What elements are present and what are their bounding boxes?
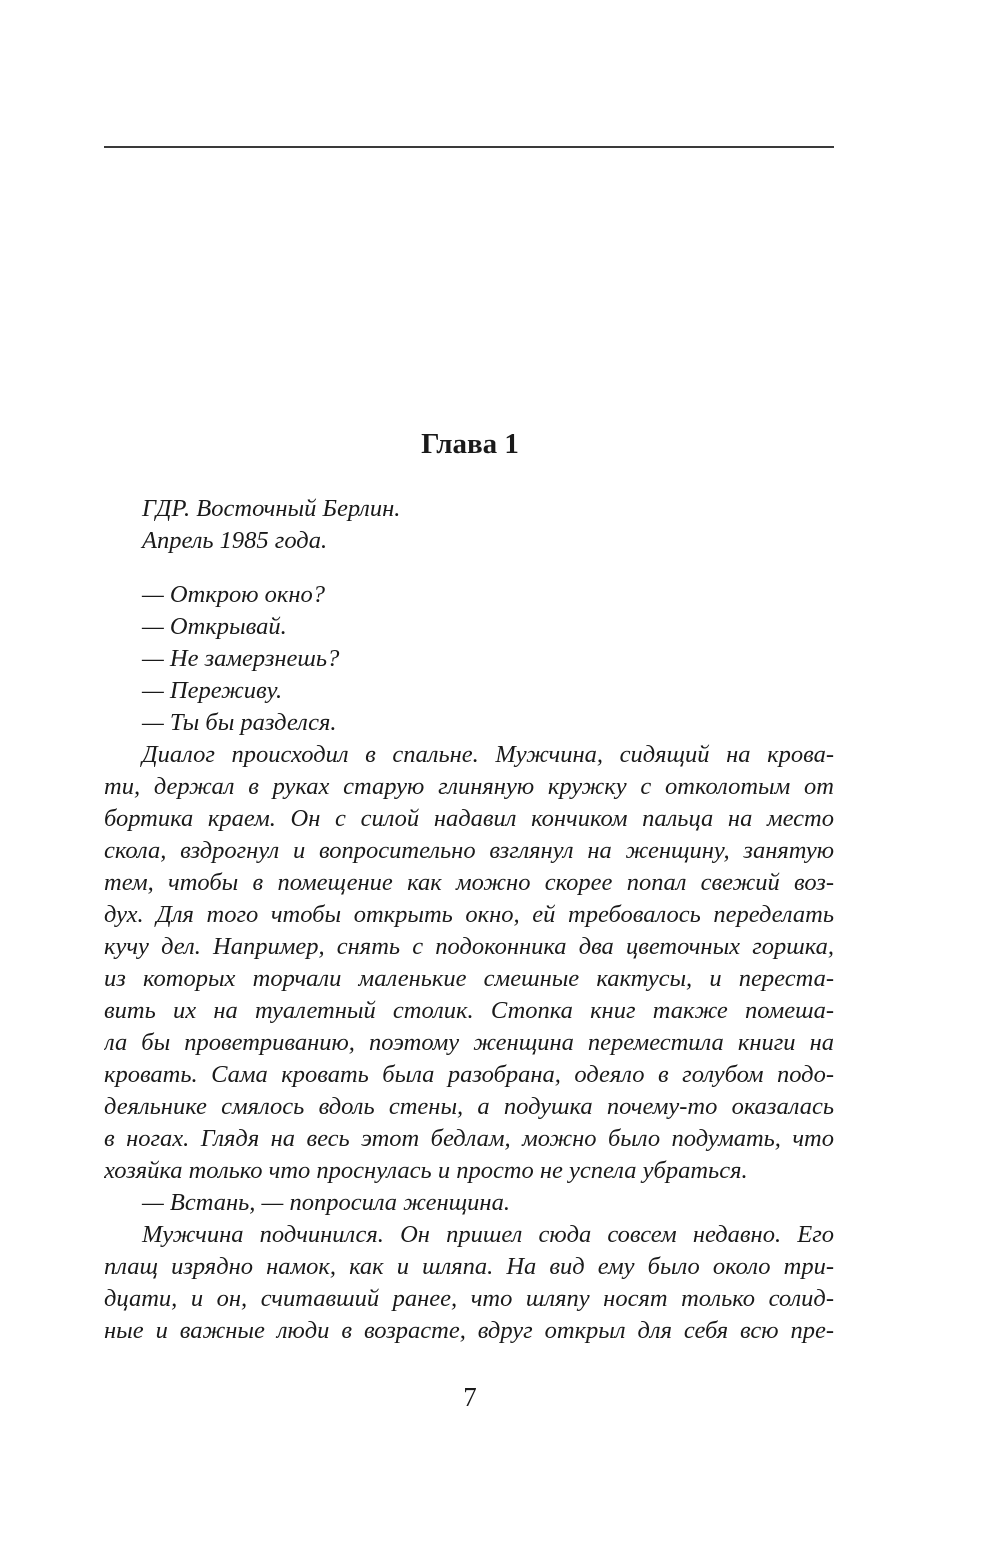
- paragraph-line: ти, держал в руках старую глиняную кружку с отколотым от: [104, 773, 834, 800]
- paragraph-line: тем, чтобы в помещение как можно скорее попал свежий воз-: [104, 869, 834, 896]
- setting-place: ГДР. Восточный Берлин.: [142, 495, 401, 522]
- paragraph-line: из которых торчали маленькие смешные кактусы, и переста-: [104, 965, 834, 992]
- paragraph-line: Мужчина подчинился. Он пришел сюда совсем недавно. Его: [142, 1221, 834, 1248]
- body-text: [104, 493, 834, 1347]
- chapter-title: Глава 1: [421, 428, 519, 460]
- dialogue-line: — Переживу.: [142, 677, 283, 704]
- dialogue-line: — Не замерзнешь?: [142, 645, 340, 672]
- spacer: [104, 557, 834, 579]
- dialogue-line: — Открывай.: [142, 613, 287, 640]
- paragraph: [104, 1219, 834, 1347]
- header-rule: [104, 146, 834, 148]
- paragraph: [104, 739, 834, 1187]
- dialogue-line: — Встань, — попросила женщина.: [142, 1189, 510, 1216]
- paragraph-line: дух. Для того чтобы открыть окно, ей требовалось переделать: [104, 901, 834, 928]
- paragraph-line: ные и важные люди в возрасте, вдруг открыл для себя всю пре-: [104, 1317, 834, 1344]
- paragraph-line: ла бы проветриванию, поэтому женщина переместила книги на: [104, 1029, 834, 1056]
- paragraph-line: бортика краем. Он с силой надавил кончиком пальца на место: [104, 805, 834, 832]
- paragraph-line: в ногах. Глядя на весь этот бедлам, можно было подумать, что: [104, 1125, 834, 1152]
- dialogue-line: — Открою окно?: [142, 581, 326, 608]
- dialogue-block: [104, 579, 834, 739]
- paragraph-line: хозяйка только что проснулась и просто не успела убраться.: [104, 1157, 748, 1184]
- paragraph-line: скола, вздрогнул и вопросительно взглянул на женщину, занятую: [104, 837, 834, 864]
- paragraph-line: дцати, и он, считавший ранее, что шляпу носят только солид-: [104, 1285, 834, 1312]
- paragraph-line: деяльнике смялось вдоль стены, а подушка почему-то оказалась: [104, 1093, 834, 1120]
- paragraph-line: плащ изрядно намок, как и шляпа. На вид ему было около три-: [104, 1253, 834, 1280]
- setting-date: Апрель 1985 года.: [142, 527, 328, 554]
- paragraph-line: Диалог происходил в спальне. Мужчина, сидящий на крова-: [142, 741, 834, 768]
- dialogue-line: — Ты бы разделся.: [142, 709, 337, 736]
- paragraph-line: вить их на туалетный столик. Стопка книг также помеша-: [104, 997, 834, 1024]
- page-number: 7: [463, 1382, 477, 1412]
- paragraph-line: кучу дел. Например, снять с подоконника два цветочных горшка,: [104, 933, 834, 960]
- paragraph-line: кровать. Сама кровать была разобрана, одеяло в голубом подо-: [104, 1061, 834, 1088]
